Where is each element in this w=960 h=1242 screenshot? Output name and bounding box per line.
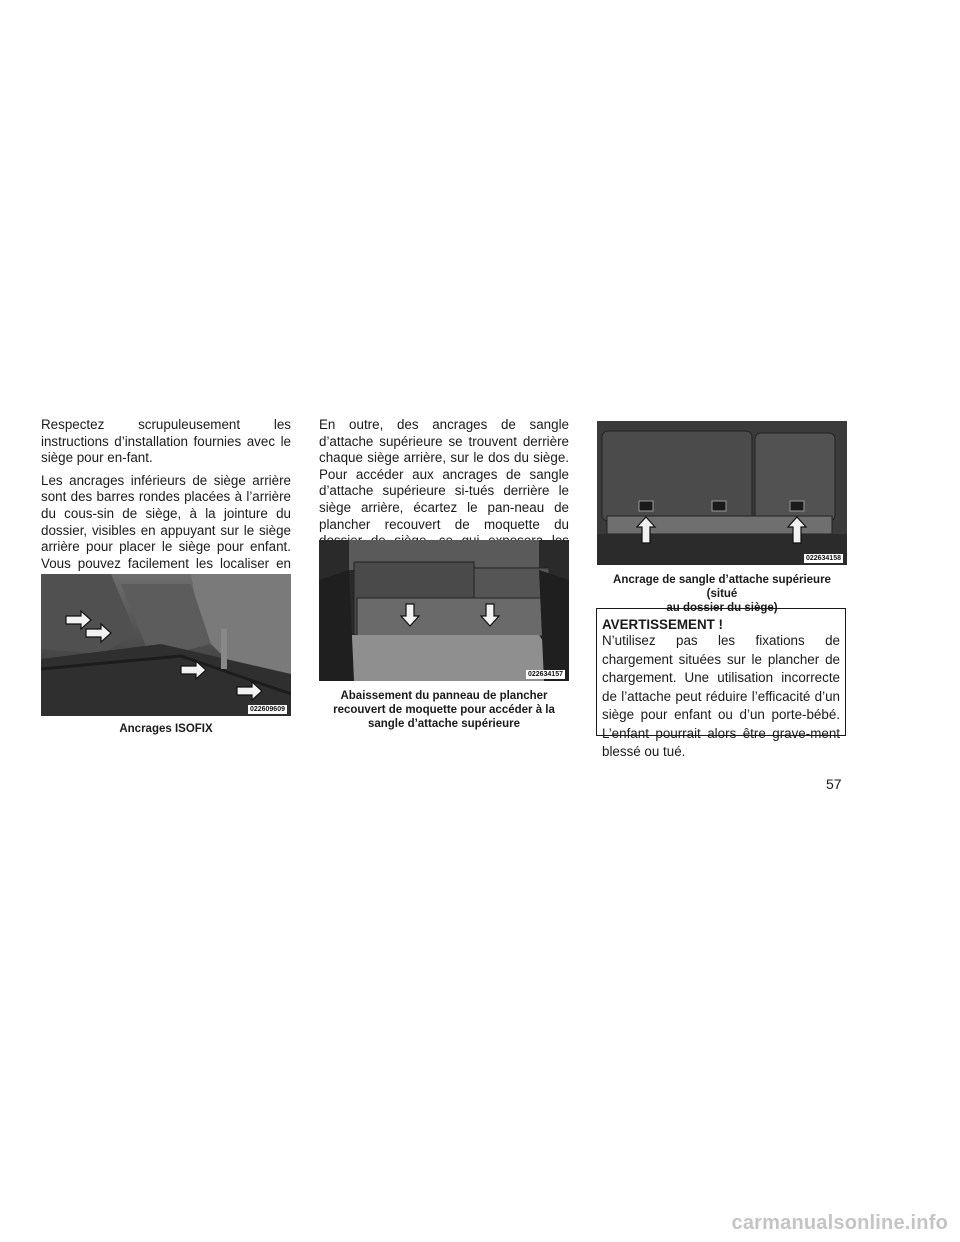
- caption-line: Abaissement du panneau de plancher: [340, 690, 548, 702]
- caption-line: au dossier du siège): [666, 602, 778, 614]
- isofix-photo: [41, 574, 291, 716]
- figure-code: 022634157: [527, 671, 563, 678]
- figure-code: 022634158: [805, 555, 841, 562]
- paragraph-tether-anchors: En outre, des ancrages de sangle d’attache supérieure se trouvent derrière chaque siège arrière, sur le dos du siège. Pour accéder aux ancrages de sangle d’attache supérieure si-tués derrière le siège arrière, écartez le pan-neau de plancher recouvert de moquette du: [319, 417, 569, 532]
- caption-line: sangle d’attache supérieure: [367, 718, 521, 730]
- floor-panel-caption: [319, 689, 569, 731]
- isofix-caption: Ancrages ISOFIX: [119, 723, 213, 735]
- page-number: 57: [826, 776, 842, 792]
- floor-panel-photo: [319, 540, 569, 681]
- figure-code: 022609609: [249, 706, 285, 713]
- caption-line: recouvert de moquette pour accéder à la: [333, 704, 555, 716]
- tether-anchor-photo: [597, 421, 847, 565]
- paragraph-lower-anchors: Les ancrages inférieurs de siège arrière sont des barres rondes placées à l’arrière du cous-sin de siège, à la jointure du dossier, visibles en appuyant sur le siège arrière pour placer le siège pour enfant. Vous pouvez facilement les localiser en: [41, 472, 291, 571]
- floor-panel-illustration: [319, 540, 569, 681]
- isofix-illustration: [41, 574, 291, 716]
- caption-line: Ancrage de sangle d’attache supérieure (situé: [613, 574, 831, 600]
- tether-anchor-illustration: [597, 421, 847, 565]
- watermark: carmanualsonline.info: [731, 1212, 948, 1234]
- warning-text: N’utilisez pas les fixations de chargement situées sur le plancher de chargement. Une utilisation incorrecte de l’attache peut réduire l’efficacité d’un siège pour enfant ou d’un porte-bébé. L’enfant pourrait alors être grave-ment blessé ou tué.: [602, 633, 840, 759]
- warning-title: AVERTISSEMENT !: [602, 617, 724, 632]
- paragraph-instructions: Respectez scrupuleusement les instructions d’installation fournies avec le siège pour en-fant.: [41, 417, 291, 466]
- warning-box: [596, 608, 846, 759]
